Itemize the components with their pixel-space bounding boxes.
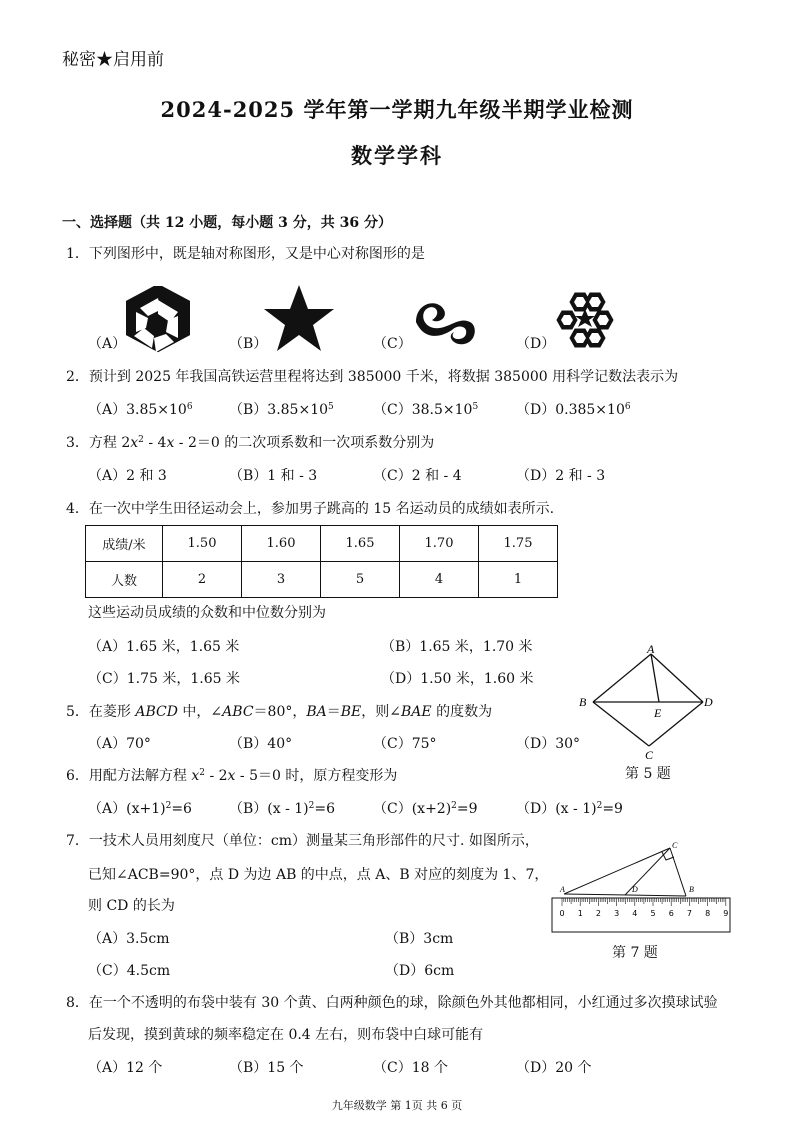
table-cell: 成绩/米	[86, 526, 163, 562]
exam-title: 2024-2025 学年第一学期九年级半期学业检测	[160, 97, 634, 122]
table-cell: 1.65	[321, 526, 400, 562]
q8-option-a: （A）12 个	[88, 1060, 163, 1076]
table-cell: 1.50	[163, 526, 242, 562]
table-row	[86, 562, 558, 598]
q4-option-c: （C）1.75 米，1.65 米	[88, 671, 240, 687]
q5-option-b: （B）40°	[229, 736, 293, 752]
ruler-tick-label: 9	[723, 909, 729, 918]
q4-option-d: （D）1.50 米，1.60 米	[381, 671, 534, 687]
q4-option-a: （A）1.65 米，1.65 米	[88, 639, 240, 655]
q3-option-b: （B）1 和 - 3	[229, 468, 318, 484]
page-footer: 九年级数学 第 1页 共 6 页	[331, 1099, 463, 1112]
q7-fig-caption: 第 7 题	[612, 945, 658, 961]
q7-line1: 7．一技术人员用刻度尺（单位：cm）测量某三角形部件的尺寸. 如图所示，	[66, 833, 539, 849]
q5-option-d: （D）30°	[516, 736, 581, 752]
ruler-tick-label: 4	[632, 909, 638, 918]
q3-stem: 3．方程 $2x^2 - 4x - 2=0$ 的二次项系数和一次项系数分别为	[66, 435, 435, 451]
table-cell: 1.60	[242, 526, 321, 562]
q1-stem: 1．下列图形中，既是轴对称图形，又是中心对称图形的是	[66, 246, 425, 262]
q8-line2: 后发现，摸到黄球的频率稳定在 0.4 左右，则布袋中白球可能有	[88, 1027, 484, 1043]
q3-option-d: （D）2 和 - 3	[516, 468, 606, 484]
q1-figure-d	[550, 289, 620, 351]
section-title: 一、选择题（共 12 小题，每小题 3 分，共 36 分）	[62, 215, 392, 231]
q4-stem: 4．在一次中学生田径运动会上，参加男子跳高的 15 名运动员的成绩如表所示.	[66, 501, 555, 517]
ruler-tick-label: 6	[668, 909, 674, 918]
q2-option-c: $(C)38.5\times 10^5$	[373, 402, 479, 418]
q2-option-d: $(D)0.385\times 10^6$	[516, 402, 631, 418]
table-row	[86, 526, 558, 562]
q3-option-a: （A）2 和 3	[88, 468, 167, 484]
q8-option-d: （D）20 个	[516, 1060, 592, 1076]
table-cell: 1.70	[400, 526, 479, 562]
q1-option-b: （B）	[229, 336, 268, 352]
ruler-tick-label: 2	[595, 909, 601, 918]
exam-subject: 数学学科	[351, 143, 443, 168]
q2-option-b: $(B)3.85\times 10^5$	[229, 402, 334, 418]
q6-option-c: $(C)(x+2)^2=9$	[373, 801, 478, 817]
q5-fig-caption: 第 5 题	[625, 766, 671, 782]
ruler-tick-label: 0	[559, 909, 565, 918]
ruler-tick-label: 8	[705, 909, 711, 918]
table-cell: 4	[400, 562, 479, 598]
q4-option-b: （B）1.65 米，1.70 米	[381, 639, 533, 655]
q7-label-c: C	[672, 841, 678, 850]
q1-figure-c	[408, 292, 478, 352]
q7-ruler-figure	[548, 840, 734, 940]
q5-label-d: D	[704, 695, 713, 709]
q5-option-c: （C）75°	[373, 736, 437, 752]
q5-label-e: E	[654, 706, 662, 720]
q6-option-d: （D）(x - 1)$^2$=9	[516, 801, 623, 817]
q7-option-b: （B）3cm	[385, 931, 454, 947]
q7-option-c: （C）4.5cm	[88, 963, 171, 979]
q5-rhombus-figure	[575, 642, 725, 762]
ruler-tick-label: 5	[650, 909, 656, 918]
q8-option-c: （C）18 个	[373, 1060, 448, 1076]
q3-option-c: （C）2 和 - 4	[373, 468, 462, 484]
score-table	[85, 525, 558, 598]
q7-line2: 已知∠ACB=90°，点 D 为边 AB 的中点，点 A、B 对应的刻度为 1、7，	[88, 867, 549, 883]
ruler-tick-label: 1	[577, 909, 583, 918]
q7-label-d: D	[632, 885, 638, 894]
ruler-tick-label: 7	[686, 909, 692, 918]
q5-label-c: C	[645, 748, 654, 762]
q5-label-a: A	[647, 642, 655, 656]
q1-figure-b	[262, 283, 337, 353]
q5-stem: 5．在菱形 ABCD 中，∠ABC＝80°，BA＝BE，则∠BAE 的度数为	[66, 704, 493, 720]
q7-option-d: （D）6cm	[385, 963, 455, 979]
table-cell: 5	[321, 562, 400, 598]
table-cell: 2	[163, 562, 242, 598]
table-cell: 1	[479, 562, 558, 598]
q2-stem: 2．预计到 2025 年我国高铁运营里程将达到 385000 千米，将数据 385000 用科学记数法表示为	[66, 369, 679, 385]
q5-label-b: B	[579, 695, 587, 709]
q6-stem: 6．用配方法解方程 $x^2 - 2x - 5=0$ 时，原方程变形为	[66, 768, 398, 784]
q1-option-d: （D）	[516, 336, 556, 352]
table-cell: 1.75	[479, 526, 558, 562]
q7-option-a: （A）3.5cm	[88, 931, 170, 947]
table-cell: 人数	[86, 562, 163, 598]
q7-label-a: A	[560, 885, 565, 894]
q7-line3: 则 CD 的长为	[88, 898, 175, 914]
q5-option-a: （A）70°	[88, 736, 151, 752]
q1-option-c: （C）	[373, 336, 412, 352]
ruler-ticks	[560, 898, 729, 918]
q6-option-a: $(A)(x+1)^2=6$	[88, 801, 192, 817]
q2-option-a: $(A)3.85\times 10^6$	[88, 402, 193, 418]
secret-label: 秘密★启用前	[62, 50, 164, 70]
q8-line1: 8．在一个不透明的布袋中装有 30 个黄、白两种颜色的球，除颜色外其他都相同，小红通过多次摸球试验	[66, 995, 718, 1011]
q1-figure-a	[118, 286, 198, 356]
q4-sub: 这些运动员成绩的众数和中位数分别为	[88, 605, 326, 621]
q8-option-b: （B）15 个	[229, 1060, 304, 1076]
q1-option-a: （A）	[88, 336, 127, 352]
q7-label-b: B	[689, 885, 694, 894]
q6-option-b: （B）(x - 1)$^2$=6	[229, 801, 336, 817]
ruler-tick-label: 3	[614, 909, 620, 918]
table-cell: 3	[242, 562, 321, 598]
